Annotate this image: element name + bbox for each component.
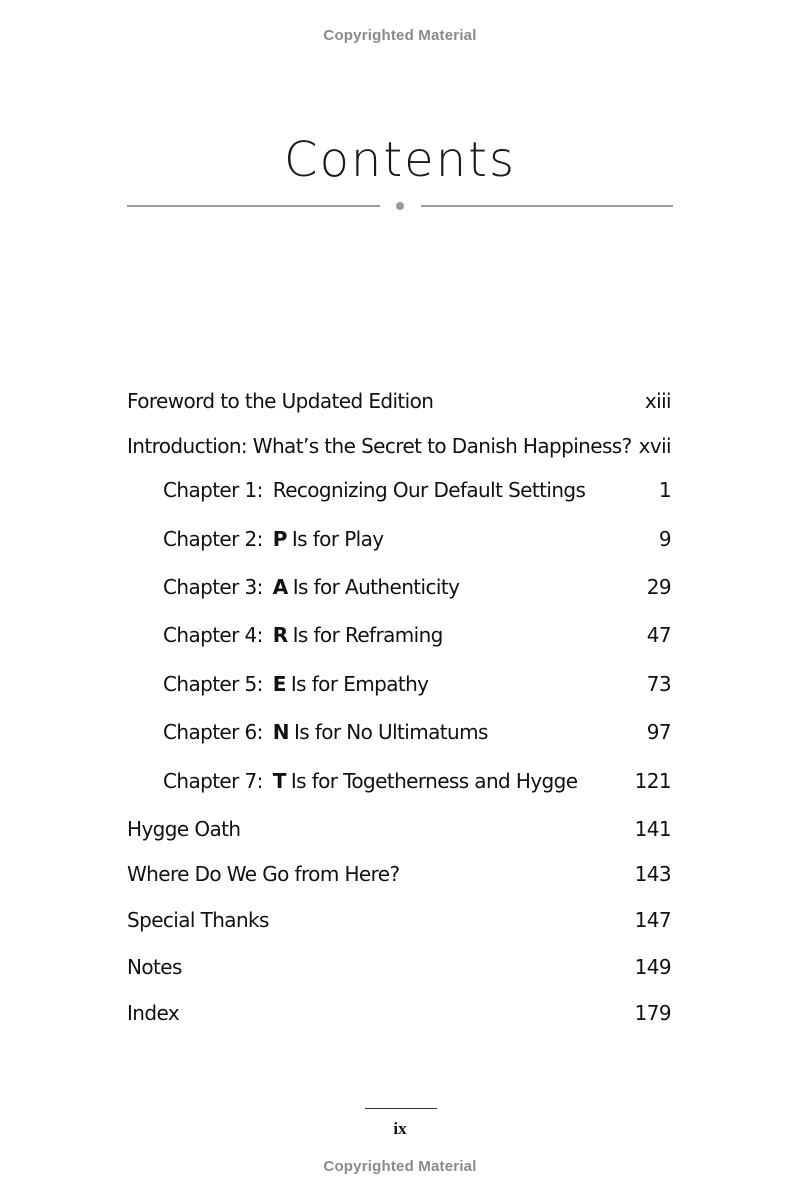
toc-entry-page: 29 (646, 575, 671, 599)
chapter-title: Is for Reframing (292, 623, 443, 647)
toc-entry-chapter-1[interactable] (163, 475, 671, 505)
toc-entry-hygge-oath[interactable] (127, 814, 671, 844)
toc-entry-label (163, 527, 384, 551)
chapter-number: Chapter 2: (163, 527, 263, 551)
chapter-letter: E (272, 672, 286, 696)
chapter-number: Chapter 7: (163, 769, 263, 793)
copyright-watermark-top: Copyrighted Material (323, 27, 477, 44)
toc-entry-where-do-we-go[interactable] (127, 859, 671, 889)
chapter-number: Chapter 4: (163, 623, 263, 647)
chapter-number: Chapter 1: (163, 478, 263, 502)
toc-entry-page: 147 (634, 908, 671, 932)
folio-rule (365, 1108, 437, 1109)
toc-entry-label (163, 575, 459, 599)
toc-entry-page: 9 (658, 527, 671, 551)
chapter-title: Is for Empathy (290, 672, 429, 696)
toc-entry-chapter-2[interactable] (163, 524, 671, 554)
toc-entry-label: Where Do We Go from Here? (127, 862, 400, 886)
toc-entry-chapter-7[interactable] (163, 766, 671, 796)
toc-entry-page: 143 (634, 862, 671, 886)
toc-entry-page: 149 (634, 955, 671, 979)
toc-entry-label: Special Thanks (127, 908, 269, 932)
page-title: Contents (284, 132, 516, 188)
toc-entry-label (163, 623, 443, 647)
toc-entry-introduction[interactable] (127, 431, 671, 461)
toc-entry-page: 179 (634, 1001, 671, 1025)
chapter-letter: R (272, 623, 288, 647)
toc-entry-label: Foreword to the Updated Edition (127, 389, 434, 413)
toc-entry-chapter-3[interactable] (163, 572, 671, 602)
chapter-title: Is for Authenticity (292, 575, 460, 599)
toc-entry-page: 141 (634, 817, 671, 841)
page-number: ix (393, 1119, 407, 1138)
toc-entry-label (163, 478, 585, 502)
toc-entry-notes[interactable] (127, 952, 671, 982)
toc-entry-page: xiii (644, 389, 671, 413)
toc-entry-page: 1 (658, 478, 671, 502)
toc-entry-label (163, 769, 577, 793)
toc-entry-label (163, 672, 428, 696)
chapter-number: Chapter 3: (163, 575, 263, 599)
toc-entry-label: Hygge Oath (127, 817, 241, 841)
toc-entry-page: 97 (646, 720, 671, 744)
chapter-letter: A (272, 575, 288, 599)
toc-entry-label: Introduction: What’s the Secret to Danish Happiness? (127, 434, 632, 458)
chapter-number: Chapter 6: (163, 720, 263, 744)
toc-entry-chapter-6[interactable] (163, 717, 671, 747)
toc-entry-chapter-4[interactable] (163, 620, 671, 650)
chapter-title: Is for Togetherness and Hygge (290, 769, 578, 793)
chapter-letter: T (272, 769, 286, 793)
chapter-letter: N (272, 720, 289, 744)
toc-entry-page: 47 (646, 623, 671, 647)
toc-entry-label (163, 720, 488, 744)
chapter-letter: P (272, 527, 287, 551)
copyright-watermark-bottom: Copyrighted Material (323, 1158, 477, 1175)
toc-entry-page: 121 (634, 769, 671, 793)
toc-entry-chapter-5[interactable] (163, 669, 671, 699)
chapter-title: Is for No Ultimatums (293, 720, 488, 744)
toc-entry-special-thanks[interactable] (127, 905, 671, 935)
toc-entry-page: 73 (646, 672, 671, 696)
toc-entry-foreword[interactable] (127, 386, 671, 416)
toc-entry-index[interactable] (127, 998, 671, 1028)
toc-entry-label: Index (127, 1001, 180, 1025)
toc-entry-label: Notes (127, 955, 182, 979)
toc-entry-page: xvii (638, 434, 671, 458)
chapter-title: Is for Play (291, 527, 384, 551)
chapter-title: Recognizing Our Default Settings (272, 478, 586, 502)
chapter-number: Chapter 5: (163, 672, 263, 696)
